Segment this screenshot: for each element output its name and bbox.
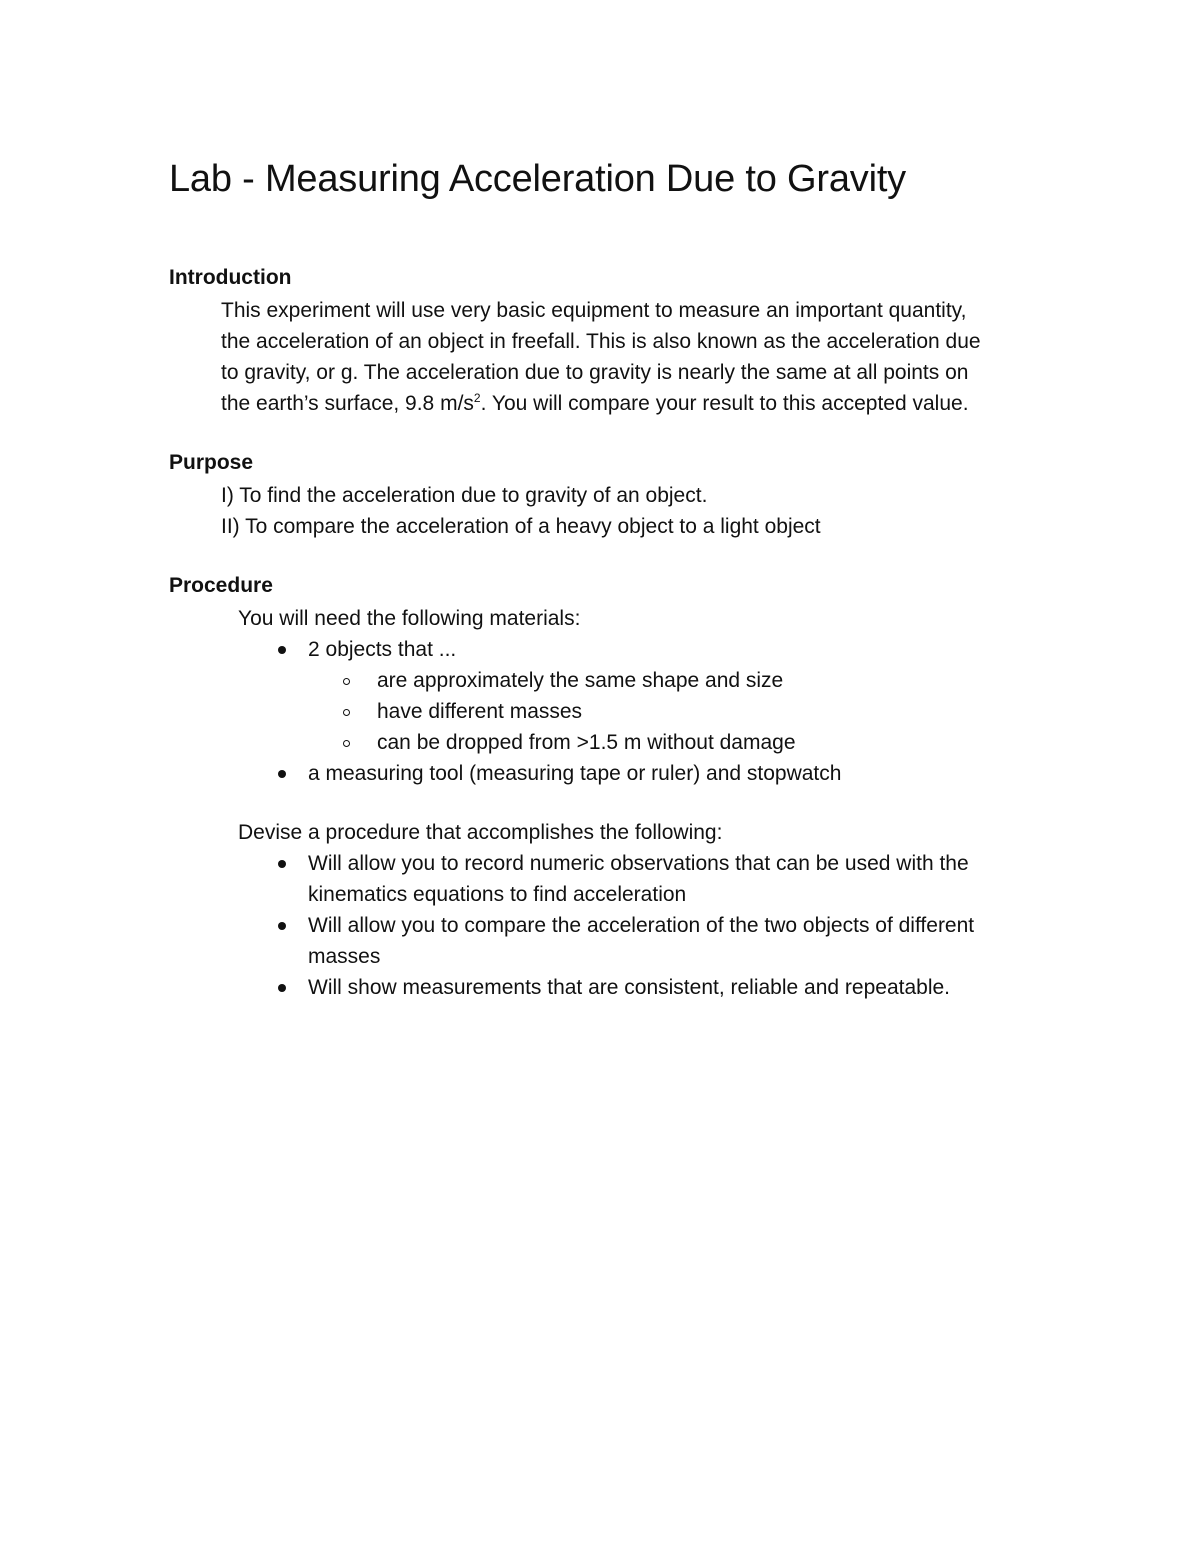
introduction-text-before-exponent: the earth’s surface, 9.8 m/s [221, 392, 474, 415]
requirement-line: Will allow you to record numeric observations that can be used with the [308, 852, 969, 875]
introduction-line: This experiment will use very basic equipment to measure an important quantity, [221, 299, 967, 322]
materials-list [238, 634, 841, 789]
materials-intro: You will need the following materials: [238, 607, 581, 630]
requirement-line: kinematics equations to find acceleration [308, 883, 687, 906]
material-subitem-label: have different masses [377, 700, 583, 723]
material-sublist [308, 665, 841, 758]
purpose-list [221, 480, 821, 542]
bullet-icon [278, 646, 286, 654]
requirement-item [238, 848, 974, 910]
bullet-icon [278, 860, 286, 868]
material-subitem-label: are approximately the same shape and size [377, 669, 784, 692]
introduction-text-after-exponent: . You will compare your result to this accepted value. [480, 392, 969, 415]
purpose-item: I) To find the acceleration due to gravity of an object. [221, 484, 708, 507]
hollow-bullet-icon [343, 740, 350, 747]
material-subitem-label: can be dropped from >1.5 m without damage [377, 731, 796, 754]
introduction-last-line [221, 388, 1071, 419]
material-item-label: a measuring tool (measuring tape or ruler) and stopwatch [308, 762, 842, 785]
introduction-heading: Introduction [169, 266, 292, 289]
introduction-paragraph [221, 295, 1071, 419]
introduction-line: the acceleration of an object in freefall. This is also known as the acceleration due [221, 330, 981, 353]
requirement-line: Will show measurements that are consistent, reliable and repeatable. [308, 976, 950, 999]
material-item [238, 758, 841, 789]
material-subitem [308, 665, 841, 696]
purpose-item: II) To compare the acceleration of a heavy object to a light object [221, 515, 821, 538]
bullet-icon [278, 984, 286, 992]
material-subitem [308, 727, 841, 758]
material-subitem [308, 696, 841, 727]
requirement-line: Will allow you to compare the acceleration of the two objects of different [308, 914, 975, 937]
requirements-list [238, 848, 974, 1003]
bullet-icon [278, 922, 286, 930]
material-item-label: 2 objects that ... [308, 638, 457, 661]
hollow-bullet-icon [343, 709, 350, 716]
document-title: Lab - Measuring Acceleration Due to Gravity [169, 158, 906, 200]
devise-intro: Devise a procedure that accomplishes the following: [238, 821, 723, 844]
requirement-item [238, 910, 974, 972]
units-exponent: 2 [473, 391, 481, 405]
material-item [238, 634, 841, 758]
introduction-line: to gravity, or g. The acceleration due to gravity is nearly the same at all points on [221, 361, 969, 384]
purpose-heading: Purpose [169, 451, 254, 474]
bullet-icon [278, 770, 286, 778]
procedure-heading: Procedure [169, 574, 273, 597]
requirement-line: masses [308, 945, 381, 968]
hollow-bullet-icon [343, 678, 350, 685]
requirement-item [238, 972, 974, 1003]
